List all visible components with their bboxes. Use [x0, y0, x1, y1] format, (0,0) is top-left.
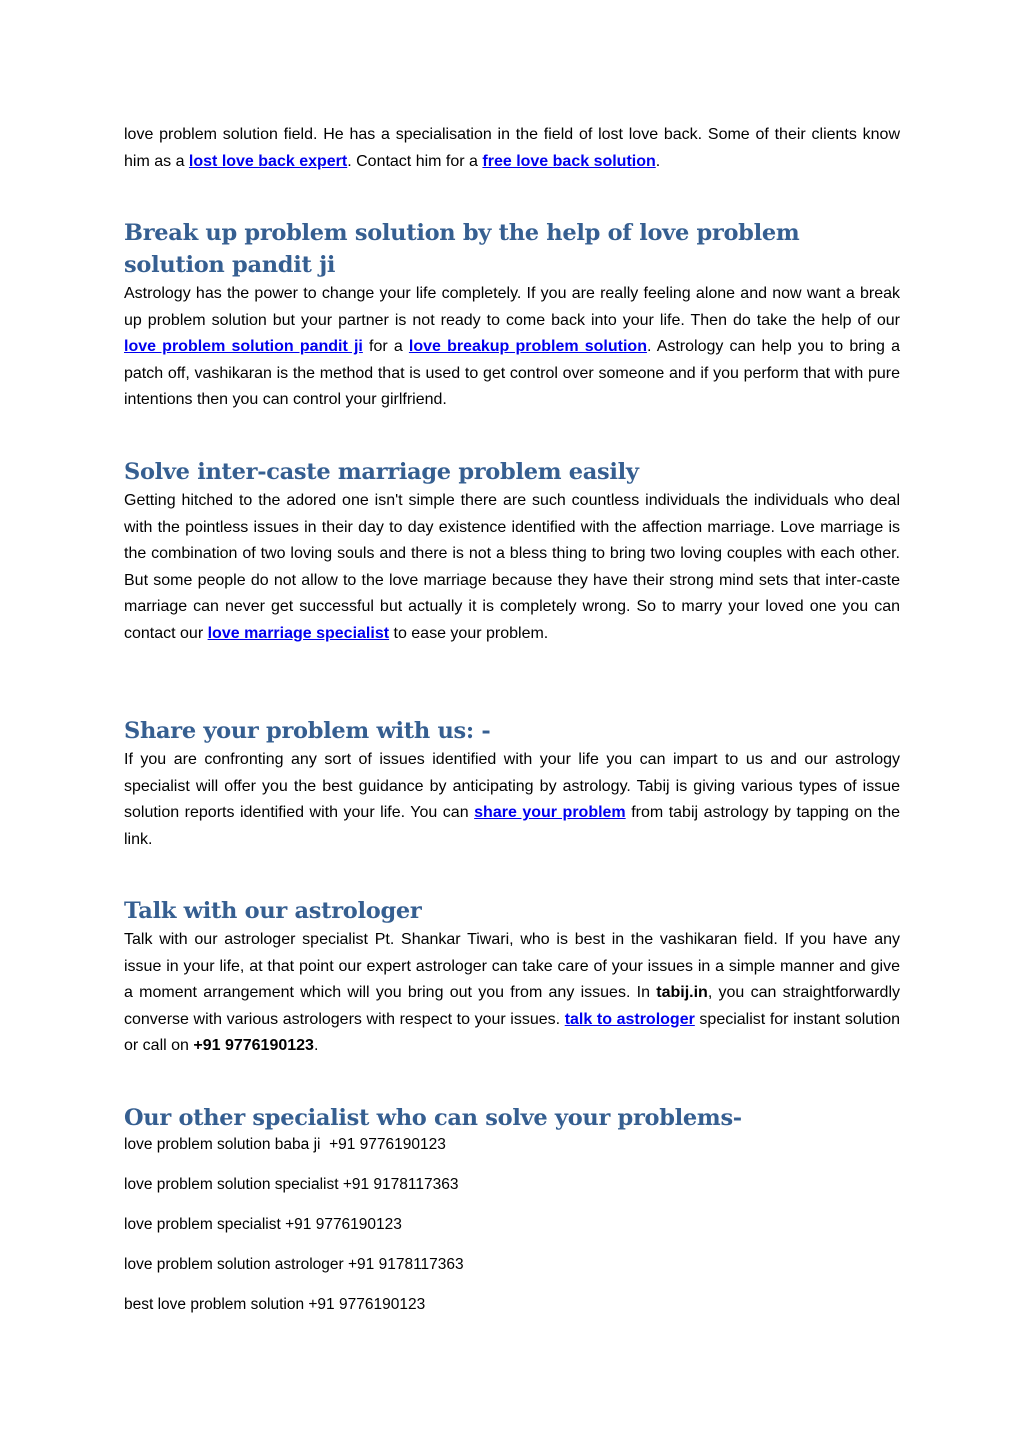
share-problem-section [124, 715, 900, 853]
section-heading: Solve inter-caste marriage problem easily [124, 459, 639, 485]
intro-section [124, 122, 900, 175]
lost-love-back-expert-link[interactable]: lost love back expert [188, 152, 348, 170]
section-text: Getting hitched to the adored one isn't simple there are such countless individuals the individuals who deal with the pointless issues in their day to day existence identified with the affection marriage. Love marriage is the combination of two loving souls and there is not a bless thing to bring two loving couples with each other. But some people do not allow to the love marriage because they have their strong mind sets that inter-caste marriage can never get successful but actually it is completely wrong. So to marry your loved one you can contact our [124, 492, 900, 642]
section-text: to ease your problem. [389, 624, 549, 642]
section-heading: Our other specialist who can solve your problems- [124, 1105, 742, 1131]
specialist-item: love problem solution astrologer +91 9178117363 [124, 1256, 464, 1273]
section-text: Astrology has the power to change your life completely. If you are really feeling alone and now want a break up problem solution but your partner is not ready to come back into your life. Then do take the help of our [124, 285, 900, 329]
section-text: Talk with our astrologer specialist Pt. Shankar Tiwari, who is best in the vashikaran field. If you have any issue in your life, at that point our expert astrologer can take care of your issues in a simple manner and give a moment arrangement which will you bring out you from any issues. In [124, 931, 900, 1002]
free-love-back-solution-link[interactable]: free love back solution [482, 152, 656, 170]
section-paragraph [124, 747, 900, 853]
section-heading: Talk with our astrologer [124, 898, 422, 924]
section-text: , you can straightforwardly converse with various astrologers with respect to your issues. [124, 984, 900, 1028]
section-paragraph [124, 281, 900, 414]
section-text: specialist for instant solution or call on [124, 1010, 900, 1055]
section-heading: Break up problem solution by the help of love problem solution pandit ji [124, 220, 800, 278]
share-your-problem-link[interactable]: share your problem [474, 804, 626, 822]
specialist-item: best love problem solution +91 9776190123 [124, 1296, 426, 1313]
section-heading: Share your problem with us: - [124, 718, 491, 744]
section-text: for a [362, 338, 409, 356]
section-text: . Astrology can help you to bring a patch off, vashikaran is the method that is used to get control over someone and if you perform that with pure intentions then you can control your girlfriend. [124, 338, 900, 409]
section-paragraph [124, 488, 900, 648]
specialist-item: love problem solution baba ji +91 9776190123 [124, 1136, 446, 1153]
intro-text: love problem solution field. He has a specialisation in the field of lost love back. Some of their clients know him as a [124, 126, 900, 170]
inter-caste-section [124, 456, 900, 648]
breakup-section [124, 217, 900, 414]
love-breakup-problem-solution-link[interactable]: love breakup problem solution [408, 338, 647, 356]
talk-astrologer-section [124, 895, 900, 1060]
love-problem-solution-pandit-link[interactable]: love problem solution pandit ji [124, 338, 363, 356]
talk-to-astrologer-link[interactable]: talk to astrologer [564, 1010, 695, 1028]
intro-text: . Contact him for a [347, 152, 483, 170]
phone-number: +91 9776190123 [193, 1037, 314, 1055]
section-text: If you are confronting any sort of issues identified with your life you can impart to us and our astrology specialist will offer you the best guidance by anticipating by astrology. Tabij is giving various types of issue solution reports identified with your life. You can [124, 751, 900, 822]
intro-paragraph [124, 122, 900, 175]
specialist-item: love problem solution specialist +91 9178117363 [124, 1176, 459, 1193]
love-marriage-specialist-link[interactable]: love marriage specialist [207, 624, 390, 642]
section-paragraph [124, 927, 900, 1060]
section-text: from tabij astrology by tapping on the link. [124, 804, 901, 848]
specialist-item: love problem specialist +91 9776190123 [124, 1216, 402, 1233]
website-name: tabij.in [656, 984, 708, 1002]
other-specialists-section [124, 1102, 900, 1313]
intro-text: . [655, 152, 661, 170]
section-text: . [313, 1037, 319, 1055]
